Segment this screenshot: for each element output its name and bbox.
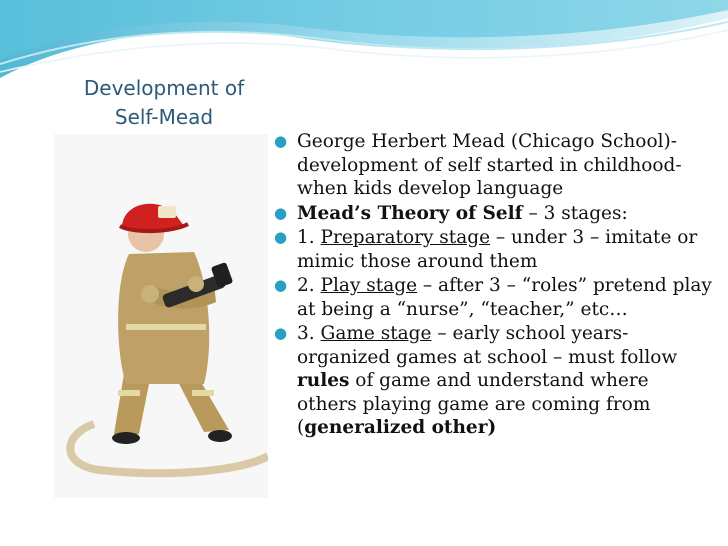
bullet-text: – under 3 – imitate or mimic those around them [297,227,698,272]
slide-title-line-1: Development of [83,76,245,100]
bullet-icon: ● [274,228,288,246]
list-item [274,226,714,273]
bullet-icon: ● [274,276,288,294]
slide-title [64,74,264,132]
bullet-icon: ● [274,203,288,222]
firefighter-child-photo [54,134,268,498]
bullet-text: – 3 stages: [522,202,628,224]
bullet-underlined-text: Play stage [320,275,418,296]
slide-title-line-2: Self-Mead [114,105,214,129]
bullet-text: – after 3 – “roles” pretend play at being a “nurse”, “teacher,” etc… [297,275,712,320]
bullet-bold-text: generalized other) [304,417,497,438]
bullet-bold-text: rules [297,370,350,391]
bullet-text: of game and understand where others playing game are coming from ( [297,370,651,438]
bullet-bold-text: Mead’s Theory of Self [297,202,523,224]
list-item [274,202,714,226]
bullet-icon: ● [274,324,288,342]
bullet-prefix: 2. [297,275,321,296]
list-item [274,130,714,201]
bullet-icon: ● [274,132,288,150]
bullet-underlined-text: Preparatory stage [320,227,491,248]
bullet-text: – early school years-organized games at school – must follow [297,323,678,368]
bullet-list [274,130,714,441]
list-item [274,274,714,321]
bullet-prefix: 1. [297,227,321,248]
bullet-underlined-text: Game stage [320,323,432,344]
bullet-text: George Herbert Mead (Chicago School)-development of self started in childhood-when kids develop language [297,131,682,199]
bullet-prefix: 3. [297,323,321,344]
list-item [274,322,714,440]
